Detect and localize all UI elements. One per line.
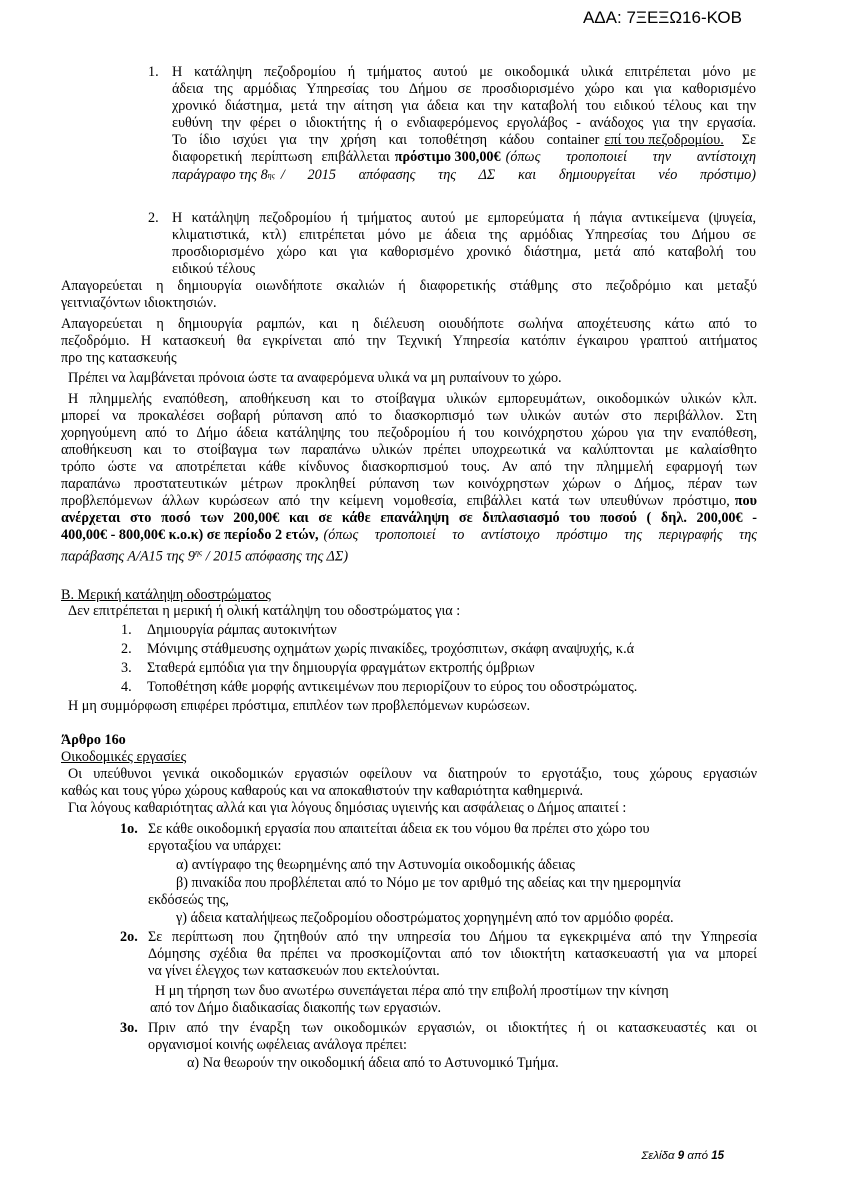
rule-line: Πριν από την έναρξη των οικοδομικών εργασιών, οι ιδιοκτήτες ή οι κατασκευαστές και οι: [148, 1020, 757, 1036]
paragraph-line: παραπάνω προστατευτικών μέτρων προκληθεί ρύπανση των κοινόχρηστων χώρων ο Δήμος, πέραν των: [61, 476, 757, 492]
paragraph-line: [61, 493, 757, 510]
item1-line-text: διαφορετική περίπτωση επιβάλλεται: [172, 149, 390, 165]
item2-line: ειδικού τέλους: [172, 261, 256, 277]
rule-subitem: εκδόσεώς της,: [148, 892, 229, 908]
rule-line: Σε κάθε οικοδομική εργασία που απαιτείται άδεια εκ του νόμου θα πρέπει στο χώρο του: [148, 821, 650, 837]
list-item: Σταθερά εμπόδια για την δημιουργία φραγμάτων εκτροπής όμβριων: [147, 660, 535, 676]
rule-line: οργανισμοί κοινής ωφέλειας ανάλογα πρέπει:: [148, 1037, 407, 1053]
footer-middle: από: [687, 1150, 708, 1162]
paragraph-line: χορηγούμενη από το Δήμο άδεια κατάληψης του πεζοδρομίου ή του κοινόχρηστου χώρου για την εναπόθεση,: [61, 425, 757, 441]
item2-line: κλιματιστικά, κτλ) επιτρέπεται μόνο με άδεια της αρμόδιας Υπηρεσίας του Δήμου σε: [172, 227, 756, 243]
rule-subitem: α) αντίγραφο της θεωρημένης από την Αστυνομία οικοδομικής άδειας: [176, 857, 575, 873]
paragraph-line: προ της κατασκευής: [61, 350, 177, 366]
paragraph-line: Απαγορεύεται η δημιουργία ραμπών, και η διέλευση οιουδήποτε σωλήνα αποχέτευσης κάτω από το: [61, 316, 757, 332]
item1-line: [172, 167, 756, 184]
rule-subitem: α) Να θεωρούν την οικοδομική άδεια από το Αστυνομικό Τμήμα.: [187, 1055, 559, 1071]
item2-line: προσδιορισμένο χώρο και για καθορισμένο χρονικό διάστημα, μετά από καταβολή του: [172, 244, 756, 260]
paragraph-line: γειτνιαζόντων ιδιοκτησιών.: [61, 295, 217, 311]
rule-line: από τον Δήμο διαδικασίας διακοπής των εργασιών.: [150, 1000, 442, 1016]
paragraph-italic: παράβασης Α/Α15 της 9: [61, 548, 195, 565]
paragraph-line: [61, 527, 757, 544]
paragraph-line: [61, 544, 348, 566]
item1-line: [172, 132, 756, 149]
current-page: 9: [677, 1150, 685, 1162]
rule-line: εργοταξίου να υπάρχει:: [148, 838, 282, 854]
paragraph-line: πεζοδρόμιο. Η κατασκευή θα εγκρίνεται από την Τεχνική Υπηρεσία κατόπιν έγκαιρου γραπτού αιτήματος: [61, 333, 757, 349]
rule-line: Σε περίπτωση που ζητηθούν από την υπηρεσία του Δήμου τα εγκεκριμένα από την Υπηρεσία: [148, 929, 757, 945]
paragraph-line: Για λόγους καθαριότητας αλλά και για λόγους δημόσιας υγιεινής και ασφάλειας ο Δήμος απαιτεί :: [68, 800, 627, 816]
list-item: Τοποθέτηση κάθε μορφής αντικειμένων που περιορίζουν το εύρος του οδοστρώματος.: [147, 679, 638, 695]
item-number: 1.: [148, 64, 159, 80]
item1-line: [172, 149, 756, 166]
item-number: 2.: [148, 210, 159, 226]
list-item: Δημιουργία ράμπας αυτοκινήτων: [147, 622, 337, 638]
item1-line-text: Το ίδιο ισχύει για την χρήση και τοποθέτηση κάδου container: [172, 132, 600, 148]
paragraph-line: Η πλημμελής εναπόθεση, αποθήκευση και το στοίβαγμα υλικών εμπορευμάτων, οικοδομικών υλικών κλπ.: [68, 391, 757, 407]
item1-italic: / 2015 απόφασης της ΔΣ και δημιουργείται νέο πρόστιμο): [280, 167, 756, 183]
article-subtitle: [61, 749, 186, 766]
item1-italic: παράγραφο της 8: [172, 167, 268, 183]
item1-underlined: επί του πεζοδρομίου.: [604, 132, 724, 148]
paragraph-line: καθώς και τους γύρω χώρους καθαρούς και να αποκαθιστούν την καθαριότητα καθημερινά.: [61, 783, 584, 799]
rule-number: 2ο.: [120, 929, 138, 945]
footer-prefix: Σελίδα: [641, 1150, 675, 1162]
paragraph-italic: / 2015 απόφασης της ΔΣ): [205, 548, 349, 565]
rule-subitem: β) πινακίδα που προβλέπεται από το Νόμο με τον αριθμό της αδείας και την ημερομηνία: [176, 875, 681, 891]
fine-escalation-line: ανέρχεται στο ποσό των 200,00€ και σε κάθε επανάληψη σε διπλασιασμό του ποσού ( δηλ. 200,00€ -: [61, 510, 757, 526]
list-number: 3.: [121, 660, 132, 676]
paragraph-italic: (όπως τροποποιεί το αντίστοιχο πρόστιμο της περιγραφής της: [323, 527, 757, 543]
paragraph-line: αποθήκευση και το στοίβαγμα των παραπάνω υλικών πρέπει υποχρεωτικά να καλύπτονται με καλαίσθητο: [61, 442, 757, 458]
paragraph-line: μπορεί να προκαλέσει σοβαρή ρύπανση από το διασκορπισμό των υλικών αυτών στο περιβάλλον. Στη: [61, 408, 757, 424]
item1-italic: (όπως τροποποιεί την αντίστοιχη: [505, 149, 756, 165]
section-intro: Δεν επιτρέπεται η μερική ή ολική κατάληψη του οδοστρώματος για :: [68, 603, 461, 619]
paragraph-line: τρόπο ώστε να αποτρέπεται κάθε κίνδυνος διασκορπισμού τους. Αν από την πλημμελή εφαρμογή των: [61, 459, 757, 475]
item1-line: Η κατάληψη πεζοδρομίου ή τμήματος αυτού με οικοδομικά υλικά επιτρέπεται μόνο με: [172, 64, 756, 80]
page-footer: [641, 1150, 724, 1162]
item1-line: άδεια της αρμόδιας Υπηρεσίας του Δήμου σε προσδιορισμένο χώρο και για καθορισμένο: [172, 81, 756, 97]
rule-number: 3ο.: [120, 1020, 138, 1036]
paragraph-line: Απαγορεύεται η δημιουργία οιωνδήποτε σκαλιών ή διαφορετικής στάθμης στο πεζοδρόμιο και μεταξύ: [61, 278, 757, 294]
rule-subitem: γ) άδεια καταλήψεως πεζοδρομίου οδοστρώματος χορηγημένη από τον αρμόδιο φορέα.: [176, 910, 674, 926]
item1-line: χρονικό διάστημα, μετά την αίτηση για άδεια και την καταβολή του ειδικού τέλους και την: [172, 98, 756, 114]
list-number: 2.: [121, 641, 132, 657]
superscript: ης: [194, 548, 203, 557]
section-closing: Η μη συμμόρφωση επιφέρει πρόστιμα, επιπλέον των προβλεπόμενων κυρώσεων.: [68, 698, 531, 714]
list-item: Μόνιμης στάθμευσης οχημάτων χωρίς πινακίδες, τροχόσπιτων, σκάφη αναψυχής, κ.ά: [147, 641, 635, 657]
article-title: Άρθρο 16ο: [61, 732, 126, 748]
ada-code: ΑΔΑ: 7ΞΕΞΩ16-ΚΟΒ: [582, 8, 742, 27]
bold-text: που: [734, 493, 757, 509]
article-subtitle-text: Οικοδομικές εργασίες: [61, 749, 187, 765]
rule-line: Η μη τήρηση των δυο ανωτέρω συνεπάγεται πέρα από την επιβολή προστίμων την κίνηση: [155, 983, 669, 999]
item1-line: ευθύνη την φέρει ο ιδιοκτήτης ή ο ενδιαφερόμενος εργολάβος - ανάδοχος για την εργασία.: [172, 115, 756, 131]
superscript: ης: [267, 171, 275, 180]
paragraph-line: Οι υπεύθυνοι γενικά οικοδομικών εργασιών οφείλουν να διατηρούν το εργοτάξιο, τους χώρους εργασιών: [68, 766, 757, 782]
paragraph-text: προβλεπόμενων άλλων κυρώσεων από την κείμενη νομοθεσία, επιβάλλει κατά των υπευθύνων πρόστιμο,: [61, 493, 730, 509]
rule-number: 1ο.: [120, 821, 138, 837]
list-number: 1.: [121, 622, 132, 638]
fine-amount: πρόστιμο 300,00€: [394, 149, 501, 165]
paragraph-line: Πρέπει να λαμβάνεται πρόνοια ώστε τα αναφερόμενα υλικά να μη ρυπαίνουν το χώρο.: [68, 370, 562, 386]
item1-line-text: Σε: [741, 132, 756, 148]
rule-line: Δόμησης σχέδια θα πρέπει να προσκομίζονται από τον ιδιοκτήτη κατασκευαστή για να μπορεί: [148, 946, 757, 962]
fine-escalation-text: 400,00€ - 800,00€ κ.ο.κ) σε περίοδο 2 ετών,: [61, 527, 319, 543]
section-title-text: Β. Μερική κατάληψη οδοστρώματος: [61, 587, 271, 603]
rule-line: να γίνει έλεγχος των κατασκευών που εκτελούνται.: [148, 963, 440, 979]
total-pages: 15: [711, 1150, 724, 1162]
section-title: [61, 587, 271, 604]
list-number: 4.: [121, 679, 132, 695]
item2-line: Η κατάληψη πεζοδρομίου ή τμήματος αυτού με εμπορεύματα ή πάγια αντικείμενα (ψυγεία,: [172, 210, 756, 226]
